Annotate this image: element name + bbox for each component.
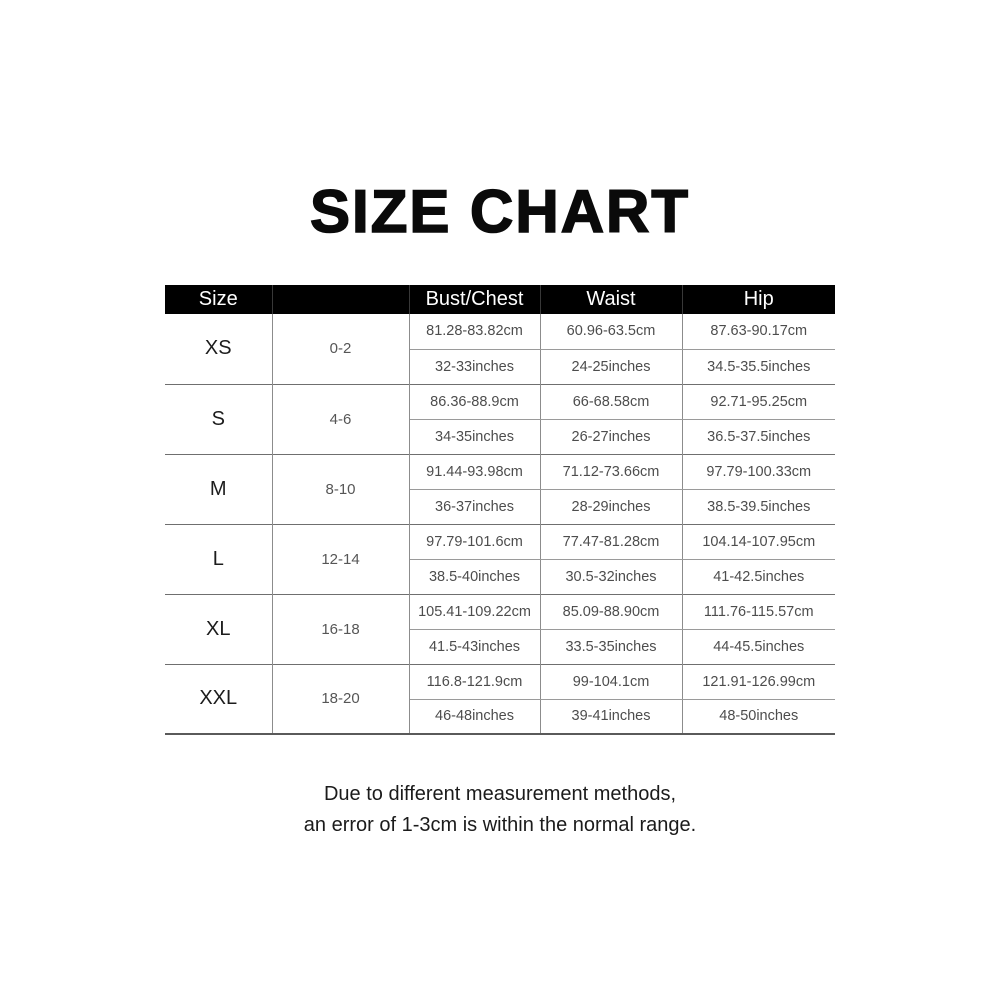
hip-cm-value: 92.71-95.25cm	[682, 384, 835, 419]
bust-cm-value: 97.79-101.6cm	[409, 524, 540, 559]
hip-in-value: 34.5-35.5inches	[707, 358, 811, 375]
header-row	[165, 285, 835, 314]
hip-in-value: 48-50inches	[719, 708, 799, 725]
waist-in-value: 24-25inches	[540, 349, 682, 384]
waist-in-value: 39-41inches	[540, 699, 682, 734]
hip-cm-value: 104.14-107.95cm	[682, 524, 835, 559]
table-header	[165, 285, 835, 314]
bust-cm-value: 105.41-109.22cm	[409, 594, 540, 629]
table-row-l-cm	[165, 524, 835, 559]
bust-cm-value: 116.8-121.9cm	[409, 664, 540, 699]
header-cell-bust-chest: Bust/Chest	[409, 285, 540, 314]
size-chart-table	[165, 285, 835, 735]
bust-in-value: 32-33inches	[409, 349, 540, 384]
bust-cm-value: 81.28-83.82cm	[409, 314, 540, 349]
size-label: L	[165, 524, 272, 594]
size-label: XL	[165, 594, 272, 664]
waist-cm-value: 99-104.1cm	[540, 664, 682, 699]
page-title: SIZE CHART	[310, 178, 690, 245]
size-label: S	[165, 384, 272, 454]
header-cell-size: Size	[165, 285, 272, 314]
waist-cm-value: 66-68.58cm	[540, 384, 682, 419]
waist-cm-value: 77.47-81.28cm	[540, 524, 682, 559]
waist-in-value: 30.5-32inches	[540, 559, 682, 594]
disclaimer-line-1: Due to different measurement methods,	[323, 783, 677, 805]
hip-cm-value: 111.76-115.57cm	[682, 594, 835, 629]
table-row-xxl-cm	[165, 664, 835, 699]
hip-cm-value: 87.63-90.17cm	[682, 314, 835, 349]
bust-in-value: 36-37inches	[409, 489, 540, 524]
size-label: M	[165, 454, 272, 524]
us-size-value: 4-6	[272, 384, 409, 454]
hip-in-value: 38.5-39.5inches	[707, 498, 811, 515]
table-row-s-cm	[165, 384, 835, 419]
waist-cm-value: 85.09-88.90cm	[540, 594, 682, 629]
us-size-value: 8-10	[272, 454, 409, 524]
waist-in-value: 33.5-35inches	[540, 629, 682, 664]
table-row-m-cm	[165, 454, 835, 489]
measurement-disclaimer	[0, 779, 1000, 841]
table-row-xl-cm	[165, 594, 835, 629]
disclaimer-line-2: an error of 1-3cm is within the normal range.	[303, 814, 697, 836]
hip-cm-value: 121.91-126.99cm	[682, 664, 835, 699]
us-size-value: 0-2	[272, 314, 409, 384]
us-size-value: 18-20	[272, 664, 409, 734]
header-cell-hip: Hip	[682, 285, 835, 314]
size-label: XS	[165, 314, 272, 384]
bust-cm-value: 86.36-88.9cm	[409, 384, 540, 419]
bust-in-value: 41.5-43inches	[409, 629, 540, 664]
hip-in-value: 44-45.5inches	[713, 638, 805, 655]
waist-in-value: 28-29inches	[540, 489, 682, 524]
us-size-value: 16-18	[272, 594, 409, 664]
waist-cm-value: 60.96-63.5cm	[540, 314, 682, 349]
hip-in-value: 36.5-37.5inches	[707, 428, 811, 445]
waist-in-value: 26-27inches	[540, 419, 682, 454]
bust-in-value: 38.5-40inches	[409, 559, 540, 594]
bust-in-value: 46-48inches	[409, 699, 540, 734]
hip-in-value: 41-42.5inches	[713, 568, 805, 585]
header-cell-waist: Waist	[540, 285, 682, 314]
size-label: XXL	[165, 664, 272, 734]
us-size-value: 12-14	[272, 524, 409, 594]
table-row-xs-cm	[165, 314, 835, 349]
hip-cm-value: 97.79-100.33cm	[682, 454, 835, 489]
waist-cm-value: 71.12-73.66cm	[540, 454, 682, 489]
bust-in-value: 34-35inches	[409, 419, 540, 454]
bust-cm-value: 91.44-93.98cm	[409, 454, 540, 489]
header-cell-us-size	[272, 285, 409, 314]
